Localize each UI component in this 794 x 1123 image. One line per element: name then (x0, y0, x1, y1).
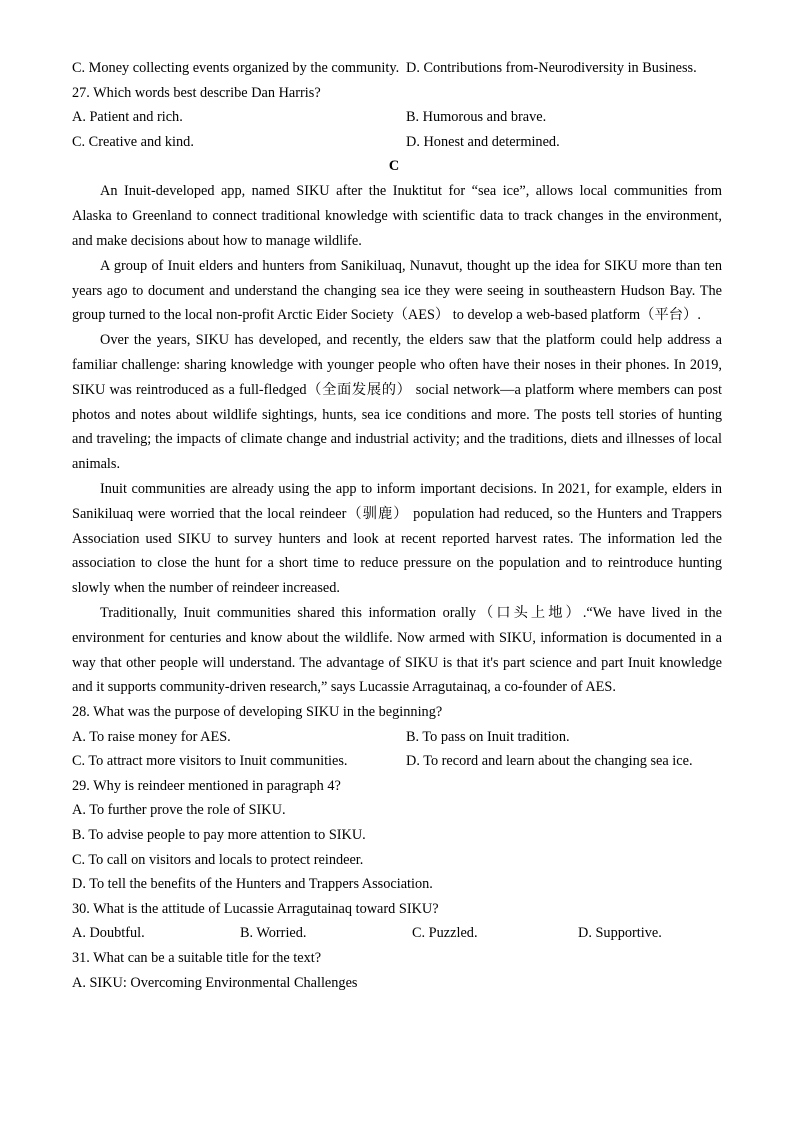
question-27-option-b[interactable]: B. Humorous and brave. (406, 109, 547, 126)
question-30-option-a[interactable]: A. Doubtful. (72, 925, 145, 942)
passage-paragraph-3: Over the years, SIKU has developed, and recently, the elders saw that the platform could help address a familiar challenge: sharing knowledge with younger people who often have their noses in their phones. In 2019, SIKU was reintroduced as a full-fledged（全面发展的） social network—a platform where members can post photos and notes about wildlife sightings, hunts, sea ice conditions and more. The posts tell stories of hunting and traveling; the impacts of climate change and industrial activity; and the traditions, diets and illnesses of local animals. (72, 332, 722, 473)
question-29-option-c[interactable]: C. To call on visitors and locals to protect reindeer. (72, 851, 364, 868)
question-30-option-b[interactable]: B. Worried. (240, 925, 307, 942)
question-28-option-c[interactable]: C. To attract more visitors to Inuit communities. (72, 753, 348, 770)
question-27-options-row-2 (72, 130, 722, 155)
question-27-option-c[interactable]: C. Creative and kind. (72, 133, 194, 150)
question-28-options-row-1 (72, 725, 722, 750)
passage-section-label: C (388, 158, 400, 175)
option-c-prev: C. Money collecting events organized by the community. (72, 60, 400, 76)
option-d-prev: D. Contributions from-Neurodiversity in Business. (406, 60, 697, 76)
question-27-options-row-1 (72, 105, 722, 130)
passage-paragraph-5: Traditionally, Inuit communities shared this information orally（口头上地）.“We have lived in the environment for centuries and know about the wildlife. Now armed with SIKU, information is documented in a way that other people will understand. The advantage of SIKU is that it's part science and part Inuit knowledge and it supports community-driven research,” says Lucassie Arragutainaq, a co-founder of AES. (72, 604, 722, 696)
passage-paragraph-4: Inuit communities are already using the app to inform important decisions. In 2021, for example, elders in Sanikiluaq were worried that the local reindeer（驯鹿） population had reduced, so the Hunters and Trappers Association used SIKU to survey hunters and look at recent reported harvest rates. The information led the association to close the hunt for a short time to reduce pressure on the population and to reintroduce hunting slowly when the number of reindeer increased. (72, 480, 722, 597)
question-28-option-b[interactable]: B. To pass on Inuit tradition. (406, 728, 570, 745)
question-28-stem: 28. What was the purpose of developing SIKU in the beginning? (72, 704, 443, 721)
question-28-options-row-2 (72, 749, 722, 774)
question-29-stem: 29. Why is reindeer mentioned in paragraph 4? (72, 777, 341, 794)
question-29-option-d[interactable]: D. To tell the benefits of the Hunters and Trappers Association. (72, 876, 433, 893)
page-content (72, 56, 722, 995)
question-28-option-a[interactable]: A. To raise money for AES. (72, 728, 231, 745)
question-29-option-a[interactable]: A. To further prove the role of SIKU. (72, 802, 286, 819)
question-27-stem: 27. Which words best describe Dan Harris? (72, 84, 321, 101)
question-31-option-a[interactable]: A. SIKU: Overcoming Environmental Challenges (72, 974, 358, 991)
question-31-stem: 31. What can be a suitable title for the text? (72, 950, 322, 967)
option-row-prev-question (72, 56, 722, 81)
question-27-option-a[interactable]: A. Patient and rich. (72, 109, 183, 126)
passage-paragraph-1: An Inuit-developed app, named SIKU after the Inuktitut for “sea ice”, allows local communities from Alaska to Greenland to connect traditional knowledge with scientific data to track changes in the environment, and make decisions about how to manage wildlife. (72, 183, 722, 249)
passage-paragraph-2: A group of Inuit elders and hunters from Sanikiluaq, Nunavut, thought up the idea for SIKU more than ten years ago to document and understand the changing sea ice they were seeing in southeastern Hudson Bay. The group turned to the local non-profit Arctic Eider Society（AES） to develop a web-based platform（平台）. (72, 257, 722, 324)
question-30-option-d[interactable]: D. Supportive. (578, 925, 662, 942)
question-27-option-d[interactable]: D. Honest and determined. (406, 133, 560, 150)
question-30-options-row (72, 921, 722, 946)
question-29-option-b[interactable]: B. To advise people to pay more attention to SIKU. (72, 827, 366, 844)
question-28-option-d[interactable]: D. To record and learn about the changing sea ice. (406, 753, 693, 770)
question-30-option-c[interactable]: C. Puzzled. (412, 925, 478, 942)
question-30-stem: 30. What is the attitude of Lucassie Arragutainaq toward SIKU? (72, 900, 439, 917)
